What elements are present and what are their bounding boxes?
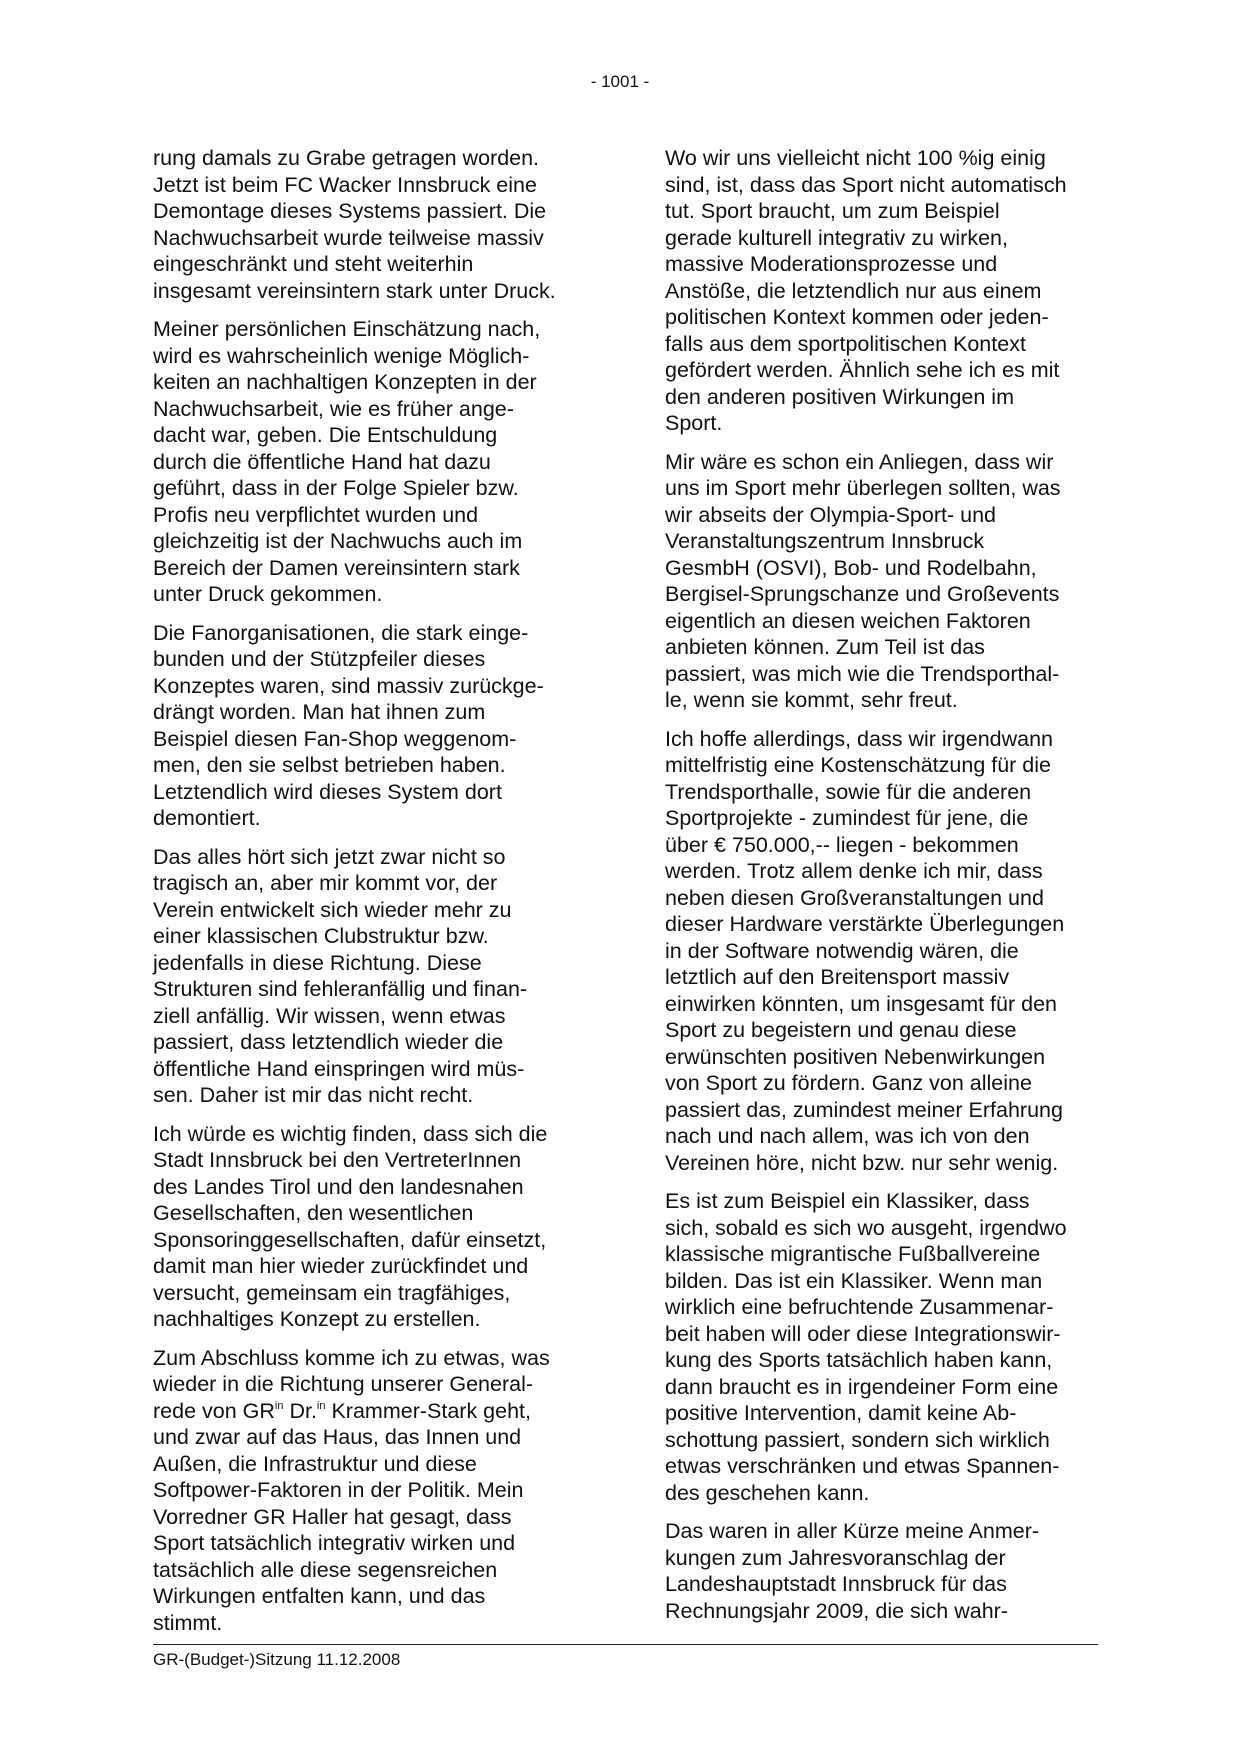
paragraph [153,844,593,1109]
text-line: wirklich eine befruchtende Zusammenar- [665,1295,1054,1319]
paragraph [665,449,1105,714]
text-line: kung des Sports tatsächlich haben kann, [665,1348,1053,1372]
paragraph [665,1518,1105,1624]
text-fragment: Krammer-Stark geht, [325,1398,531,1423]
text-line: des geschehen kann. [665,1480,870,1505]
text-line: wieder in die Richtung unserer General- [153,1372,534,1396]
paragraph [153,1345,593,1637]
text-line: schottung passiert, sondern sich wirklich [665,1427,1050,1452]
text-line: Strukturen sind fehleranfällig und finan- [153,977,528,1001]
text-line: neben diesen Großveranstaltungen und [665,885,1044,910]
text-line: falls aus dem sportpolitischen Kontext [665,331,1026,356]
text-line: Wo wir uns vielleicht nicht 100 %ig einig [665,146,1046,170]
text-line: beit haben will oder diese Integrationswir- [665,1321,1061,1346]
text-line: Wirkungen entfalten kann, und das [153,1584,486,1608]
paragraph [665,1188,1105,1506]
text-line: Sport tatsächlich integrativ wirken und [153,1531,516,1555]
text-line: Trendsporthalle, sowie für die anderen [665,779,1032,804]
text-line: drängt worden. Man hat ihnen zum [153,700,486,724]
text-line: Jetzt ist beim FC Wacker Innsbruck eine [153,172,537,197]
text-line: wir abseits der Olympia-Sport- und [665,502,996,527]
superscript: in [316,1399,326,1412]
text-line: von Sport zu fördern. Ganz von alleine [665,1071,1032,1095]
text-line: Profis neu verpflichtet wurden und [153,502,479,527]
text-line: Sport zu begeistern und genau diese [665,1018,1017,1042]
paragraph [665,726,1105,1177]
text-line: tatsächlich alle diese segensreichen [153,1557,498,1582]
superscript: in [274,1399,284,1412]
text-line: ziell anfällig. Wir wissen, wenn etwas [153,1003,506,1028]
text-line: unter Druck gekommen. [153,582,383,606]
paragraph [665,145,1105,437]
footer-text: GR-(Budget-)Sitzung 11.12.2008 [153,1650,401,1669]
text-line: sich, sobald es sich wo ausgeht, irgendwo [665,1215,1067,1240]
text-line: öffentliche Hand einspringen wird müs- [153,1056,525,1081]
text-line: dann braucht es in irgendeiner Form eine [665,1374,1059,1399]
text-line: und zwar auf das Haus, das Innen und [153,1425,522,1449]
text-line: Ich würde es wichtig finden, dass sich die [153,1121,548,1146]
text-line: nach und nach allem, was ich von den [665,1124,1030,1148]
text-line: Landeshauptstadt Innsbruck für das [665,1572,1007,1596]
text-line: bunden und der Stützpfeiler dieses [153,647,486,671]
text-line: einwirken könnten, um insgesamt für den [665,991,1057,1016]
text-line: stimmt. [153,1610,223,1635]
text-line: Demontage dieses Systems passiert. Die [153,199,547,223]
text-line: GesmbH (OSVI), Bob- und Rodelbahn, [665,555,1037,580]
text-line: Verein entwickelt sich wieder mehr zu [153,897,512,922]
text-line: letztlich auf den Breitensport massiv [665,965,1010,989]
text-line: klassische migrantische Fußballvereine [665,1242,1041,1266]
text-line: passiert, was mich wie die Trendsporthal- [665,661,1060,686]
text-line: Stadt Innsbruck bei den VertreterInnen [153,1148,522,1172]
text-line: gerade kulturell integrativ zu wirken, [665,225,1008,250]
paragraph [153,316,593,608]
text-line: Außen, die Infrastruktur und diese [153,1451,477,1476]
text-line [153,1398,593,1425]
text-line: Beispiel diesen Fan-Shop weggenom- [153,726,517,751]
text-line: über € 750.000,-- liegen - bekommen [665,832,1019,857]
footer-divider [153,1644,1098,1645]
text-line: den anderen positiven Wirkungen im [665,384,1014,409]
text-fragment: rede von GR [153,1398,275,1423]
text-line: Nachwuchsarbeit wurde teilweise massiv [153,225,544,250]
text-line: keiten an nachhaltigen Konzepten in der [153,370,537,394]
text-fragment: Dr. [283,1398,317,1423]
text-line: jedenfalls in diese Richtung. Diese [153,950,482,975]
text-line: positive Intervention, damit keine Ab- [665,1401,1017,1425]
text-line: kungen zum Jahresvoranschlag der [665,1545,1006,1570]
text-line: eingeschränkt und steht weiterhin [153,252,474,276]
text-line: insgesamt vereinsintern stark unter Druck. [153,278,556,303]
text-line: Nachwuchsarbeit, wie es früher ange- [153,396,514,421]
text-line: durch die öffentliche Hand hat dazu [153,449,491,474]
paragraph [153,1121,593,1333]
text-line: Bergisel-Sprungschanze und Großevents [665,582,1060,606]
paragraph [153,620,593,832]
text-line: Sportprojekte - zumindest für jene, die [665,806,1029,830]
text-line: wird es wahrscheinlich wenige Möglich- [153,343,530,368]
text-line: gleichzeitig ist der Nachwuchs auch im [153,529,523,553]
text-line: gefördert werden. Ähnlich sehe ich es mit [665,358,1060,382]
text-line: rung damals zu Grabe getragen worden. [153,146,540,170]
text-line: demontiert. [153,806,261,830]
text-line: Zum Abschluss komme ich zu etwas, was [153,1345,550,1370]
text-line: Es ist zum Beispiel ein Klassiker, dass [665,1189,1030,1213]
text-line: erwünschten positiven Nebenwirkungen [665,1044,1046,1069]
text-line: Letztendlich wird dieses System dort [153,779,502,804]
text-line: Die Fanorganisationen, die stark einge- [153,620,529,645]
text-line: damit man hier wieder zurückfindet und [153,1254,529,1278]
text-line: anbieten können. Zum Teil ist das [665,635,985,659]
page-number: - 1001 - [590,72,650,91]
text-line: des Landes Tirol und den landesnahen [153,1174,524,1199]
text-line: geführt, dass in der Folge Spieler bzw. [153,476,519,500]
text-line: tut. Sport braucht, um zum Beispiel [665,199,1000,223]
text-line: sen. Daher ist mir das nicht recht. [153,1083,474,1107]
text-line: passiert, dass letztendlich wieder die [153,1030,504,1054]
text-line: bilden. Das ist ein Klassiker. Wenn man [665,1268,1043,1293]
text-line: dacht war, geben. Die Entschuldung [153,423,498,447]
text-line: uns im Sport mehr überlegen sollten, was [665,476,1061,500]
text-line: Ich hoffe allerdings, dass wir irgendwann [665,726,1054,751]
text-line: tragisch an, aber mir kommt vor, der [153,871,498,895]
text-line: versucht, gemeinsam ein tragfähiges, [153,1280,511,1305]
text-line: Anstöße, die letztendlich nur aus einem [665,278,1042,303]
text-line: Das waren in aller Kürze meine Anmer- [665,1519,1040,1543]
text-line: etwas verschränken und etwas Spannen- [665,1454,1060,1478]
text-line: einer klassischen Clubstruktur bzw. [153,924,489,948]
text-line: Konzeptes waren, sind massiv zurückge- [153,673,544,698]
text-line: Sponsoringgesellschaften, dafür einsetzt, [153,1227,547,1252]
text-line: Veranstaltungszentrum Innsbruck [665,529,985,553]
text-line: sind, ist, dass das Sport nicht automatisch [665,172,1067,197]
text-line: Gesellschaften, den wesentlichen [153,1201,474,1225]
text-line: nachhaltiges Konzept zu erstellen. [153,1307,481,1331]
text-line: Rechnungsjahr 2009, die sich wahr- [665,1598,1009,1623]
text-line: massive Moderationsprozesse und [665,252,998,276]
text-line: dieser Hardware verstärkte Überlegungen [665,912,1065,936]
text-line: Bereich der Damen vereinsintern stark [153,555,520,580]
text-line: werden. Trotz allem denke ich mir, dass [665,859,1043,883]
paragraph [153,145,593,304]
text-line: in der Software notwendig wären, die [665,938,1019,963]
left-column [153,145,593,1648]
right-column [665,145,1105,1636]
text-line: Softpower-Faktoren in der Politik. Mein [153,1478,524,1502]
text-line: politischen Kontext kommen oder jeden- [665,305,1049,329]
text-line: le, wenn sie kommt, sehr freut. [665,688,958,712]
text-line: men, den sie selbst betrieben haben. [153,753,506,777]
text-line: mittelfristig eine Kostenschätzung für die [665,753,1052,777]
text-line: Sport. [665,411,723,435]
text-line: Vereinen höre, nicht bzw. nur sehr wenig. [665,1150,1059,1175]
text-line: Mir wäre es schon ein Anliegen, dass wir [665,449,1054,474]
text-line: passiert das, zumindest meiner Erfahrung [665,1097,1063,1122]
text-line: Das alles hört sich jetzt zwar nicht so [153,844,506,869]
text-line: Meiner persönlichen Einschätzung nach, [153,317,541,341]
text-line: eigentlich an diesen weichen Faktoren [665,608,1031,633]
text-line: Vorredner GR Haller hat gesagt, dass [153,1504,512,1529]
